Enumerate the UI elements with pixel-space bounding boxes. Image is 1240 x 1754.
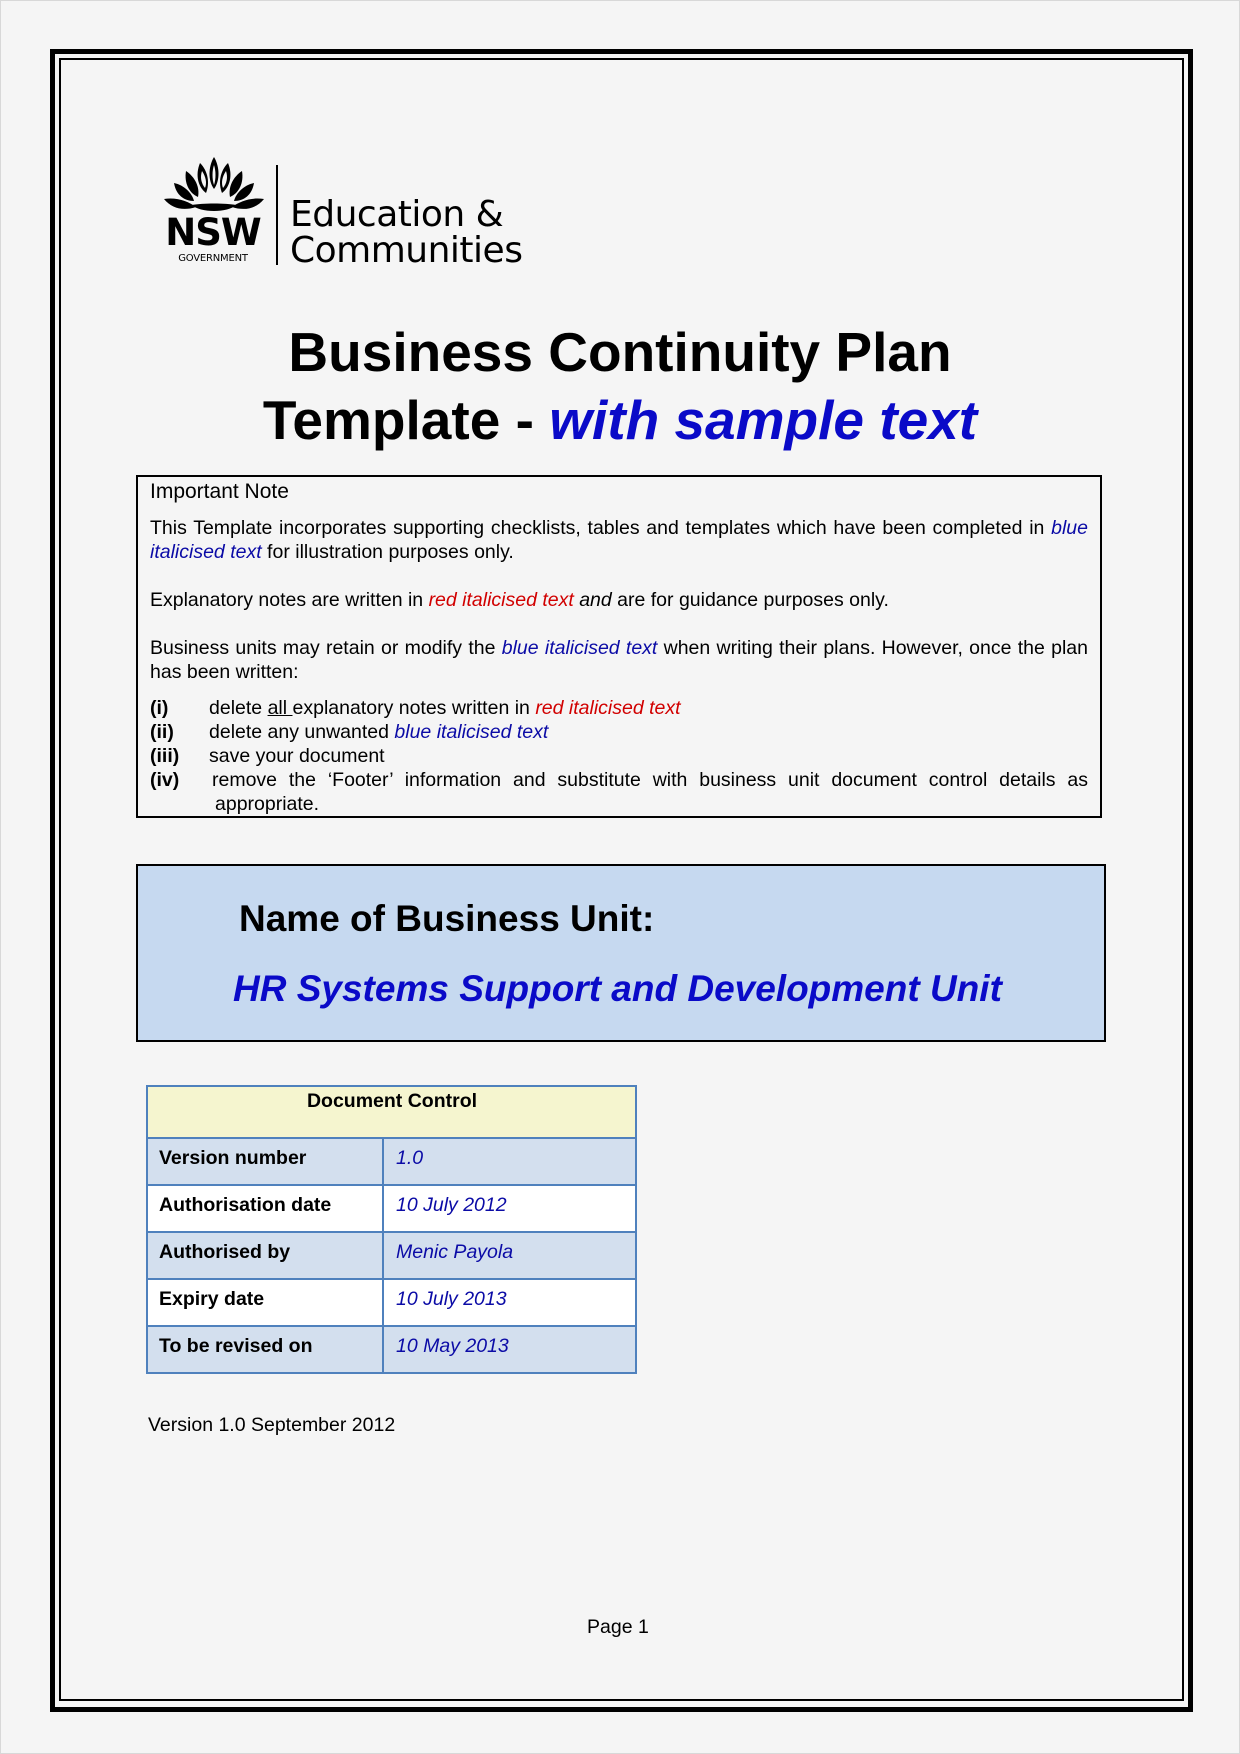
list-item-number: (iv) <box>150 769 180 791</box>
note-paragraph-3 <box>150 636 1088 684</box>
note-paragraph-1 <box>150 516 1088 564</box>
logo-divider <box>276 165 278 265</box>
table-key: To be revised on <box>147 1326 383 1373</box>
version-line: Version 1.0 September 2012 <box>148 1414 396 1436</box>
table-row <box>147 1185 636 1232</box>
title-line-2 <box>140 386 1100 454</box>
table-key: Authorised by <box>147 1232 383 1279</box>
table-row <box>147 1138 636 1185</box>
document-control-table <box>146 1085 637 1374</box>
table-key: Expiry date <box>147 1279 383 1326</box>
title-line-2-plain: Template - <box>262 389 550 451</box>
logo-department-line-2: Communities <box>290 230 523 271</box>
table-value: 10 May 2013 <box>383 1326 636 1373</box>
note-p3-blue: blue italicised text <box>501 637 658 659</box>
note-p2-and: and <box>573 589 612 611</box>
list-item-number: (ii) <box>150 721 174 743</box>
list-item-text: appropriate. <box>215 793 320 815</box>
note-p1-blue: blue italicised text <box>150 517 1088 563</box>
item-text-a: delete any unwanted <box>209 721 395 743</box>
list-item-number: (i) <box>150 697 169 719</box>
page-number: Page 1 <box>587 1616 649 1638</box>
nsw-logo <box>162 155 532 270</box>
table-row <box>147 1232 636 1279</box>
note-paragraph-2 <box>150 588 1088 612</box>
table-row <box>147 1326 636 1373</box>
item-text-underlined: all <box>267 697 293 719</box>
note-p2-end: are for guidance purposes only. <box>611 589 889 611</box>
item-text-red: red italicised text <box>535 697 681 719</box>
item-text-b: explanatory notes written in <box>292 697 536 719</box>
logo-government-text: GOVERNMENT <box>178 253 248 264</box>
table-value: 10 July 2012 <box>383 1185 636 1232</box>
waratah-emblem-icon <box>162 155 266 215</box>
item-text-a: delete <box>209 697 268 719</box>
note-p3-text: Business units may retain or modify the <box>150 637 502 659</box>
note-p1-end: for illustration purposes only. <box>261 541 514 563</box>
note-p2-red: red italicised text <box>428 589 574 611</box>
item-text-blue: blue italicised text <box>394 721 549 743</box>
table-key: Version number <box>147 1138 383 1185</box>
document-control-heading: Document Control <box>147 1086 636 1138</box>
logo-nsw-text: NSW <box>165 211 261 254</box>
title-line-1: Business Continuity Plan <box>288 321 952 383</box>
document-title <box>140 318 1100 454</box>
business-unit-label: Name of Business Unit: <box>239 898 655 939</box>
list-item-text: remove the ‘Footer’ information and substitute with business unit document control details as <box>212 769 1088 791</box>
table-value: Menic Payola <box>383 1232 636 1279</box>
business-unit-name: HR Systems Support and Development Unit <box>233 968 1002 1009</box>
business-unit-box <box>136 864 1106 1042</box>
list-item-number: (iii) <box>150 745 180 767</box>
table-row <box>147 1279 636 1326</box>
list-item-text: save your document <box>209 745 385 767</box>
note-p1-text: This Template incorporates supporting checklists, tables and templates which have been completed in <box>150 517 1052 539</box>
table-value: 10 July 2013 <box>383 1279 636 1326</box>
table-key: Authorisation date <box>147 1185 383 1232</box>
note-p3-end: when writing their plans. However, once the plan has been written: <box>150 637 1088 683</box>
important-note-box <box>136 475 1102 818</box>
note-p2-text: Explanatory notes are written in <box>150 589 429 611</box>
title-line-2-accent: with sample text <box>549 389 978 451</box>
list-item-text <box>209 696 1088 720</box>
table-value: 1.0 <box>383 1138 636 1185</box>
list-item-text <box>209 720 1088 744</box>
logo-department-line-1: Education & <box>290 194 504 235</box>
important-note-heading: Important Note <box>150 480 289 503</box>
